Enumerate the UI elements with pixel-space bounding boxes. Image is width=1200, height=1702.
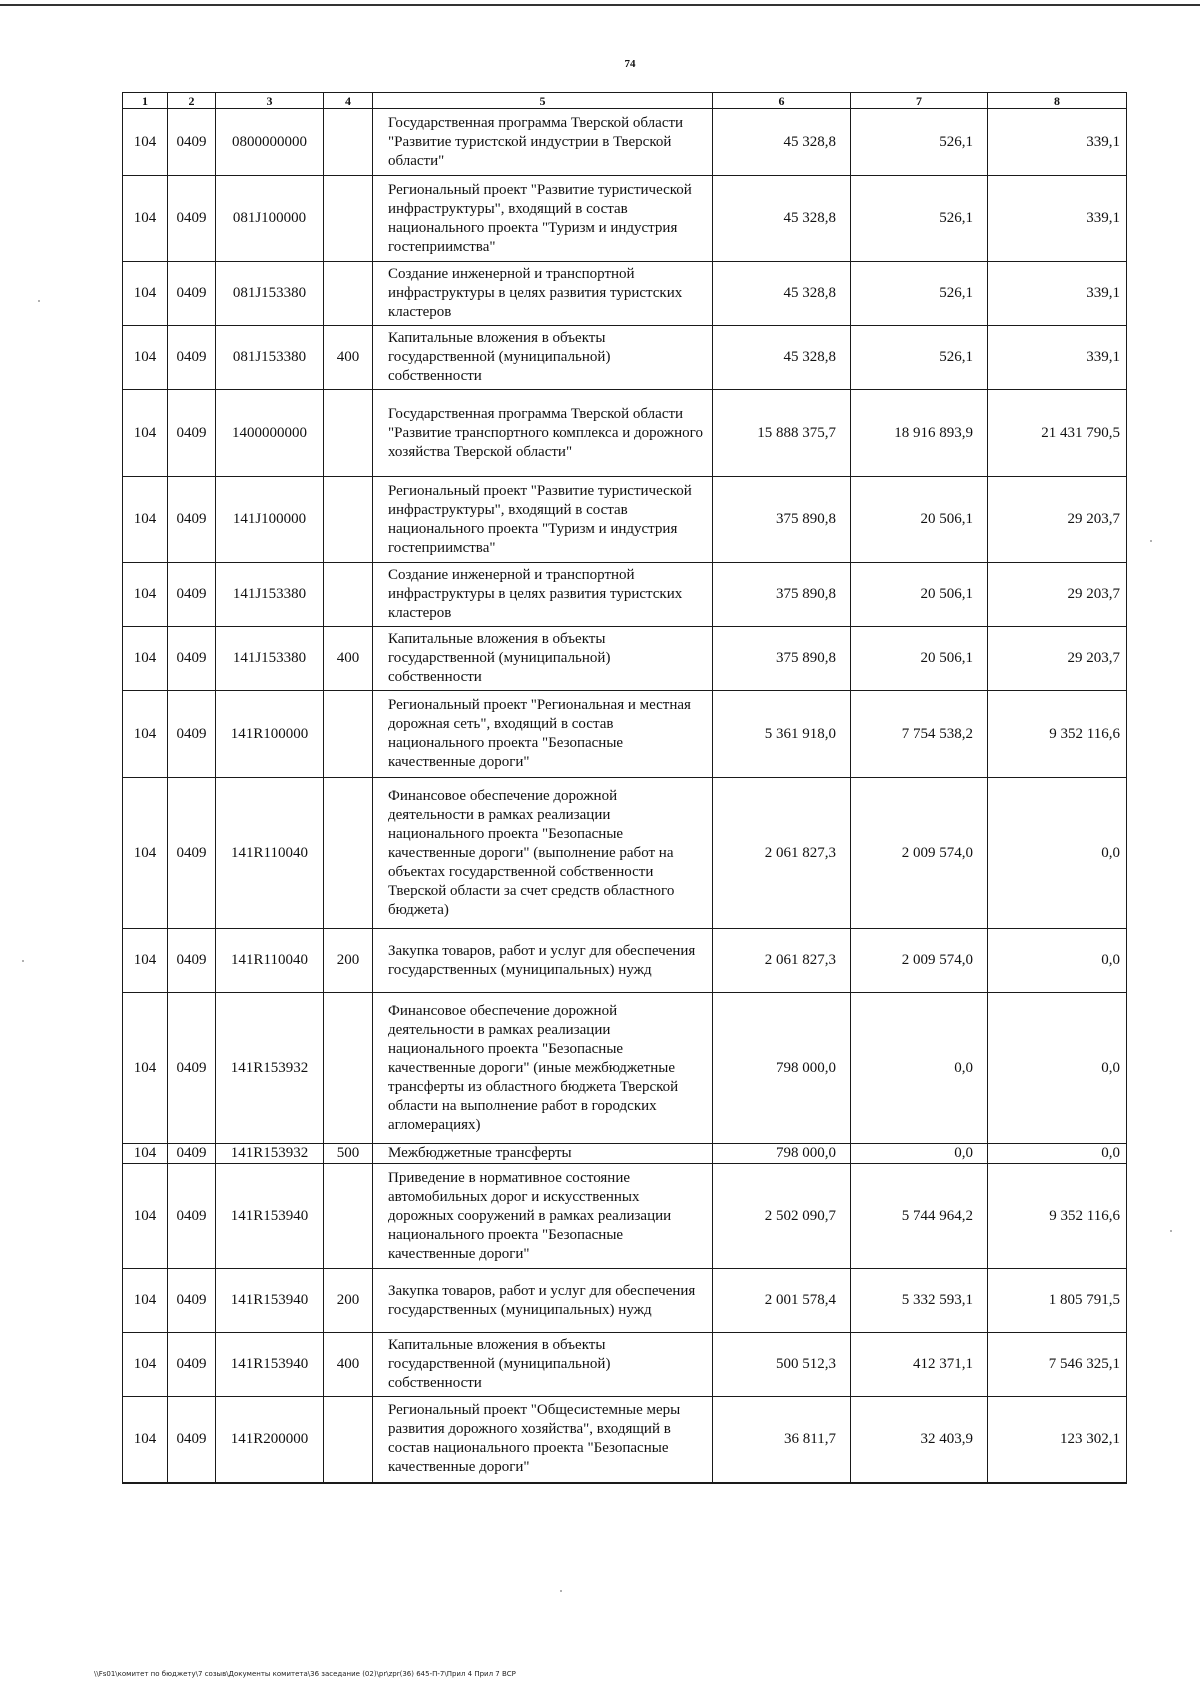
description-cell: Капитальные вложения в объекты государственной (муниципальной) собственности bbox=[373, 326, 713, 390]
target-article-cell: 141R153932 bbox=[216, 1144, 324, 1164]
code-cell: 104 bbox=[123, 627, 168, 691]
amount-cell: 0,0 bbox=[988, 993, 1127, 1144]
scan-speck bbox=[22, 960, 24, 962]
amount-cell: 29 203,7 bbox=[988, 627, 1127, 691]
col-header: 4 bbox=[324, 93, 373, 109]
amount-cell: 526,1 bbox=[851, 262, 988, 326]
expense-type-cell: 400 bbox=[324, 627, 373, 691]
target-article-cell: 141R100000 bbox=[216, 691, 324, 778]
amount-cell: 339,1 bbox=[988, 326, 1127, 390]
expense-type-cell: 400 bbox=[324, 1333, 373, 1397]
col-header: 6 bbox=[713, 93, 851, 109]
amount-cell: 798 000,0 bbox=[713, 993, 851, 1144]
description-cell: Создание инженерной и транспортной инфраструктуры в целях развития туристских кластеров bbox=[373, 262, 713, 326]
description-cell: Государственная программа Тверской области "Развитие транспортного комплекса и дорожного хозяйства Тверской области" bbox=[373, 390, 713, 477]
amount-cell: 2 061 827,3 bbox=[713, 778, 851, 929]
target-article-cell: 141R110040 bbox=[216, 778, 324, 929]
table-row bbox=[123, 563, 1127, 627]
table-row bbox=[123, 1397, 1127, 1483]
code-cell: 104 bbox=[123, 1164, 168, 1269]
amount-cell: 1 805 791,5 bbox=[988, 1269, 1127, 1333]
amount-cell: 0,0 bbox=[851, 1144, 988, 1164]
amount-cell: 36 811,7 bbox=[713, 1397, 851, 1483]
col-header: 5 bbox=[373, 93, 713, 109]
expense-type-cell bbox=[324, 1397, 373, 1483]
expense-type-cell bbox=[324, 691, 373, 778]
section-cell: 0409 bbox=[168, 477, 216, 563]
expense-type-cell bbox=[324, 176, 373, 262]
amount-cell: 5 361 918,0 bbox=[713, 691, 851, 778]
amount-cell: 375 890,8 bbox=[713, 477, 851, 563]
target-article-cell: 081J153380 bbox=[216, 262, 324, 326]
amount-cell: 798 000,0 bbox=[713, 1144, 851, 1164]
table-row bbox=[123, 627, 1127, 691]
code-cell: 104 bbox=[123, 176, 168, 262]
section-cell: 0409 bbox=[168, 993, 216, 1144]
section-cell: 0409 bbox=[168, 109, 216, 176]
amount-cell: 20 506,1 bbox=[851, 627, 988, 691]
target-article-cell: 141R200000 bbox=[216, 1397, 324, 1483]
table-row bbox=[123, 262, 1127, 326]
expense-type-cell bbox=[324, 993, 373, 1144]
expense-type-cell bbox=[324, 109, 373, 176]
col-header: 8 bbox=[988, 93, 1127, 109]
expense-type-cell: 400 bbox=[324, 326, 373, 390]
table-row bbox=[123, 1144, 1127, 1164]
amount-cell: 526,1 bbox=[851, 176, 988, 262]
expense-type-cell bbox=[324, 390, 373, 477]
table-row bbox=[123, 109, 1127, 176]
target-article-cell: 141J153380 bbox=[216, 563, 324, 627]
amount-cell: 45 328,8 bbox=[713, 262, 851, 326]
scan-speck bbox=[1170, 1230, 1172, 1232]
expense-type-cell bbox=[324, 563, 373, 627]
table-row bbox=[123, 1333, 1127, 1397]
col-header: 1 bbox=[123, 93, 168, 109]
code-cell: 104 bbox=[123, 563, 168, 627]
table-row bbox=[123, 929, 1127, 993]
expense-type-cell bbox=[324, 778, 373, 929]
amount-cell: 2 061 827,3 bbox=[713, 929, 851, 993]
target-article-cell: 141R153932 bbox=[216, 993, 324, 1144]
scan-speck bbox=[1150, 540, 1152, 542]
scan-speck bbox=[38, 300, 40, 302]
col-header: 2 bbox=[168, 93, 216, 109]
code-cell: 104 bbox=[123, 993, 168, 1144]
section-cell: 0409 bbox=[168, 778, 216, 929]
amount-cell: 2 009 574,0 bbox=[851, 929, 988, 993]
amount-cell: 45 328,8 bbox=[713, 176, 851, 262]
section-cell: 0409 bbox=[168, 929, 216, 993]
amount-cell: 0,0 bbox=[851, 993, 988, 1144]
code-cell: 104 bbox=[123, 1269, 168, 1333]
description-cell: Закупка товаров, работ и услуг для обеспечения государственных (муниципальных) нужд bbox=[373, 1269, 713, 1333]
budget-table bbox=[122, 92, 1127, 1484]
code-cell: 104 bbox=[123, 262, 168, 326]
amount-cell: 21 431 790,5 bbox=[988, 390, 1127, 477]
description-cell: Региональный проект "Развитие туристической инфраструктуры", входящий в состав национального проекта "Туризм и индустрия гостеприимства" bbox=[373, 176, 713, 262]
section-cell: 0409 bbox=[168, 326, 216, 390]
section-cell: 0409 bbox=[168, 1164, 216, 1269]
table-row bbox=[123, 1164, 1127, 1269]
target-article-cell: 081J100000 bbox=[216, 176, 324, 262]
amount-cell: 7 546 325,1 bbox=[988, 1333, 1127, 1397]
amount-cell: 20 506,1 bbox=[851, 477, 988, 563]
expense-type-cell bbox=[324, 477, 373, 563]
page-number: 74 bbox=[624, 58, 636, 70]
table-row bbox=[123, 176, 1127, 262]
amount-cell: 2 001 578,4 bbox=[713, 1269, 851, 1333]
amount-cell: 15 888 375,7 bbox=[713, 390, 851, 477]
description-cell: Закупка товаров, работ и услуг для обеспечения государственных (муниципальных) нужд bbox=[373, 929, 713, 993]
expense-type-cell bbox=[324, 1164, 373, 1269]
amount-cell: 18 916 893,9 bbox=[851, 390, 988, 477]
code-cell: 104 bbox=[123, 326, 168, 390]
footer-file-path: \\Fs01\комитет по бюджету\7 созыв\Документы комитета\36 заседание (02)\pr\zpr(36) 645-П-7\Прил 4 Прил 7 ВСР bbox=[94, 1670, 516, 1678]
section-cell: 0409 bbox=[168, 563, 216, 627]
page-top-border bbox=[0, 4, 1200, 6]
section-cell: 0409 bbox=[168, 262, 216, 326]
description-cell: Создание инженерной и транспортной инфраструктуры в целях развития туристских кластеров bbox=[373, 563, 713, 627]
amount-cell: 0,0 bbox=[988, 1144, 1127, 1164]
amount-cell: 7 754 538,2 bbox=[851, 691, 988, 778]
amount-cell: 500 512,3 bbox=[713, 1333, 851, 1397]
amount-cell: 0,0 bbox=[988, 778, 1127, 929]
col-header: 3 bbox=[216, 93, 324, 109]
table-row bbox=[123, 778, 1127, 929]
section-cell: 0409 bbox=[168, 176, 216, 262]
target-article-cell: 141R153940 bbox=[216, 1269, 324, 1333]
amount-cell: 29 203,7 bbox=[988, 563, 1127, 627]
section-cell: 0409 bbox=[168, 1333, 216, 1397]
section-cell: 0409 bbox=[168, 1144, 216, 1164]
section-cell: 0409 bbox=[168, 1397, 216, 1483]
description-cell: Капитальные вложения в объекты государственной (муниципальной) собственности bbox=[373, 627, 713, 691]
amount-cell: 45 328,8 bbox=[713, 109, 851, 176]
table-row bbox=[123, 326, 1127, 390]
description-cell: Государственная программа Тверской области "Развитие туристской индустрии в Тверской области" bbox=[373, 109, 713, 176]
amount-cell: 32 403,9 bbox=[851, 1397, 988, 1483]
amount-cell: 20 506,1 bbox=[851, 563, 988, 627]
section-cell: 0409 bbox=[168, 691, 216, 778]
table-row bbox=[123, 477, 1127, 563]
table-row bbox=[123, 1269, 1127, 1333]
amount-cell: 339,1 bbox=[988, 176, 1127, 262]
amount-cell: 412 371,1 bbox=[851, 1333, 988, 1397]
target-article-cell: 141J153380 bbox=[216, 627, 324, 691]
description-cell: Финансовое обеспечение дорожной деятельности в рамках реализации национального проекта "Безопасные качественные дороги" (выполнение работ на объектах государственной собственности Тверской области за счет средств областного бюджета) bbox=[373, 778, 713, 929]
amount-cell: 2 009 574,0 bbox=[851, 778, 988, 929]
header-row bbox=[123, 93, 1127, 109]
description-cell: Капитальные вложения в объекты государственной (муниципальной) собственности bbox=[373, 1333, 713, 1397]
section-cell: 0409 bbox=[168, 1269, 216, 1333]
amount-cell: 9 352 116,6 bbox=[988, 1164, 1127, 1269]
amount-cell: 375 890,8 bbox=[713, 627, 851, 691]
code-cell: 104 bbox=[123, 929, 168, 993]
amount-cell: 45 328,8 bbox=[713, 326, 851, 390]
code-cell: 104 bbox=[123, 778, 168, 929]
description-cell: Межбюджетные трансферты bbox=[373, 1144, 713, 1164]
section-cell: 0409 bbox=[168, 627, 216, 691]
amount-cell: 9 352 116,6 bbox=[988, 691, 1127, 778]
code-cell: 104 bbox=[123, 1397, 168, 1483]
amount-cell: 526,1 bbox=[851, 109, 988, 176]
code-cell: 104 bbox=[123, 390, 168, 477]
code-cell: 104 bbox=[123, 691, 168, 778]
amount-cell: 339,1 bbox=[988, 262, 1127, 326]
amount-cell: 2 502 090,7 bbox=[713, 1164, 851, 1269]
amount-cell: 375 890,8 bbox=[713, 563, 851, 627]
code-cell: 104 bbox=[123, 1333, 168, 1397]
expense-type-cell: 200 bbox=[324, 1269, 373, 1333]
expense-type-cell: 500 bbox=[324, 1144, 373, 1164]
amount-cell: 0,0 bbox=[988, 929, 1127, 993]
target-article-cell: 141R153940 bbox=[216, 1333, 324, 1397]
col-header: 7 bbox=[851, 93, 988, 109]
target-article-cell: 141R110040 bbox=[216, 929, 324, 993]
table-row bbox=[123, 993, 1127, 1144]
description-cell: Региональный проект "Развитие туристической инфраструктуры", входящий в состав национального проекта "Туризм и индустрия гостеприимства" bbox=[373, 477, 713, 563]
code-cell: 104 bbox=[123, 1144, 168, 1164]
description-cell: Финансовое обеспечение дорожной деятельности в рамках реализации национального проекта "Безопасные качественные дороги" (иные межбюджетные трансферты из областного бюджета Тверской области на выполнение работ в городских агломерациях) bbox=[373, 993, 713, 1144]
description-cell: Региональный проект "Региональная и местная дорожная сеть", входящий в состав национального проекта "Безопасные качественные дороги" bbox=[373, 691, 713, 778]
code-cell: 104 bbox=[123, 477, 168, 563]
target-article-cell: 081J153380 bbox=[216, 326, 324, 390]
amount-cell: 339,1 bbox=[988, 109, 1127, 176]
table-row bbox=[123, 390, 1127, 477]
description-cell: Региональный проект "Общесистемные меры развития дорожного хозяйства", входящий в состав национального проекта "Безопасные качественные дороги" bbox=[373, 1397, 713, 1483]
table-row bbox=[123, 691, 1127, 778]
amount-cell: 526,1 bbox=[851, 326, 988, 390]
target-article-cell: 0800000000 bbox=[216, 109, 324, 176]
target-article-cell: 1400000000 bbox=[216, 390, 324, 477]
scan-speck bbox=[560, 1590, 562, 1592]
expense-type-cell: 200 bbox=[324, 929, 373, 993]
code-cell: 104 bbox=[123, 109, 168, 176]
amount-cell: 5 332 593,1 bbox=[851, 1269, 988, 1333]
amount-cell: 5 744 964,2 bbox=[851, 1164, 988, 1269]
amount-cell: 29 203,7 bbox=[988, 477, 1127, 563]
target-article-cell: 141R153940 bbox=[216, 1164, 324, 1269]
description-cell: Приведение в нормативное состояние автомобильных дорог и искусственных дорожных сооружений в рамках реализации национального проекта "Безопасные качественные дороги" bbox=[373, 1164, 713, 1269]
amount-cell: 123 302,1 bbox=[988, 1397, 1127, 1483]
expense-type-cell bbox=[324, 262, 373, 326]
section-cell: 0409 bbox=[168, 390, 216, 477]
target-article-cell: 141J100000 bbox=[216, 477, 324, 563]
